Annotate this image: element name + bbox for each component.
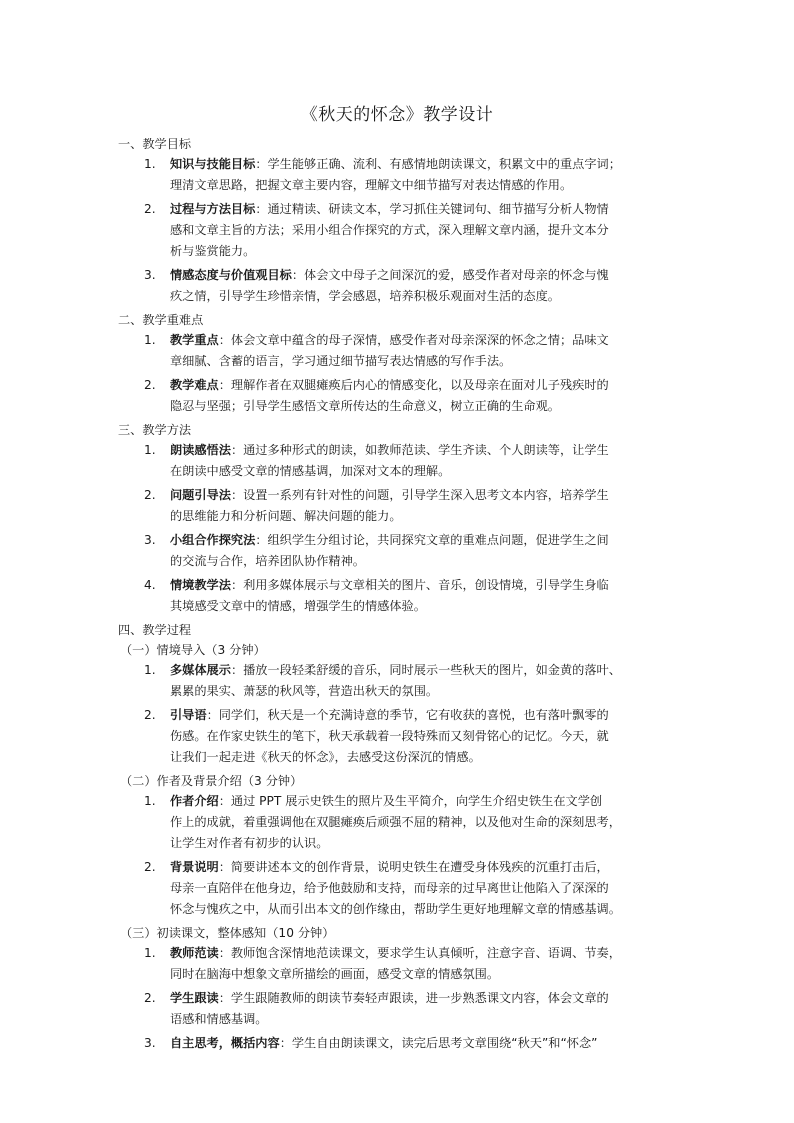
list-item-label: 情感态度与价值观目标 [170,268,292,282]
list-item-text-line: 多媒体展示：播放一段轻柔舒缓的音乐，同时展示一些秋天的图片，如金黄的落叶、 [170,663,621,677]
list-item-label: 过程与方法目标 [170,202,256,216]
list-item-text-line: 怀念与愧疚之中，从而引出本文的创作缘由，帮助学生更好地理解文章的情感基调。 [170,902,621,916]
list-item-text-line: 的思维能力和分析问题、解决问题的能力。 [170,509,402,523]
list-item-text-line: 伤感。在作家史铁生的笔下，秋天承载着一段特殊而又刻骨铭心的记忆。今天，就 [170,729,609,743]
list-item-number: 2. [144,860,156,874]
list-item-text-line: 理清文章思路，把握文章主要内容，理解文中细节描写对表达情感的作用。 [170,178,573,192]
list-item [118,1033,688,1054]
document-body [118,134,688,1057]
list-item [118,530,688,572]
list-item-text-line: 章细腻、含蓄的语言，学习通过细节描写表达情感的写作手法。 [170,354,512,368]
list-item-number: 1. [144,946,156,960]
list-item-label: 引导语 [170,708,207,722]
list-item [118,660,688,702]
list-item-label: 学生跟读 [170,991,219,1005]
list-item-text-line: 累累的果实、萧瑟的秋风等，营造出秋天的氛围。 [170,684,439,698]
list-item-text-line: 疚之情，引导学生珍惜亲情，学会感恩，培养积极乐观面对生活的态度。 [170,289,560,303]
section-heading: 四、教学过程 [118,623,192,637]
list-item-number: 2. [144,991,156,1005]
list-item-text-line: 引导语：同学们，秋天是一个充满诗意的季节，它有收获的喜悦，也有落叶飘零的 [170,708,609,722]
list-item-text-line: 母亲一直陪伴在他身边，给予他鼓励和支持，而母亲的过早离世让他陷入了深深的 [170,881,609,895]
list-item-text-line: 教师范读：教师饱含深情地范读课文，要求学生认真倾听，注意字音、语调、节奏， [170,946,621,960]
list-item [118,943,688,985]
list-item-text-line: 知识与技能目标：学生能够正确、流利、有感情地朗读课文，积累文中的重点字词； [170,157,621,171]
list-item-number: 3. [144,268,156,282]
list-item-number: 2. [144,202,156,216]
list-item [118,791,688,854]
list-item-number: 1. [144,443,156,457]
section-heading: 一、教学目标 [118,137,192,151]
list-item-label: 情境教学法 [170,578,231,592]
list-item-text-line: 语感和情感基调。 [170,1012,268,1026]
list-item [118,330,688,372]
subsection-heading: （二）作者及背景介绍（3 分钟） [120,774,303,788]
list-item-label: 教学难点 [170,378,219,392]
list-item [118,485,688,527]
list-item-text-line: 过程与方法目标：通过精读、研读文本，学习抓住关键词句、细节描写分析人物情 [170,202,609,216]
section-heading: 二、教学重难点 [118,313,204,327]
list-item-number: 3. [144,1036,156,1050]
list-item-text-line: 的交流与合作，培养团队协作精神。 [170,554,365,568]
list-item-number: 1. [144,333,156,347]
list-item-number: 2. [144,708,156,722]
list-item-text-line: 作上的成就，着重强调他在双腿瘫痪后顽强不屈的精神，以及他对生命的深刻思考， [170,815,621,829]
subsection-heading: （一）情境导入（3 分钟） [120,643,266,657]
list-item-number: 4. [144,578,156,592]
section-heading: 三、教学方法 [118,423,192,437]
list-item-number: 2. [144,488,156,502]
list-item-text-line: 情境教学法：利用多媒体展示与文章相关的图片、音乐，创设情境，引导学生身临 [170,578,609,592]
list-item [118,440,688,482]
list-item-text-line: 朗读感悟法：通过多种形式的朗读，如教师范读、学生齐读、个人朗读等，让学生 [170,443,609,457]
list-item-label: 问题引导法 [170,488,231,502]
list-item-text-line: 析与鉴赏能力。 [170,244,256,258]
list-item-text-line: 在朗读中感受文章的情感基调，加深对文本的理解。 [170,464,451,478]
list-item [118,199,688,262]
list-item-label: 朗读感悟法 [170,443,231,457]
list-item [118,375,688,417]
list-item-text-line: 感和文章主旨的方法；采用小组合作探究的方式，深入理解文章内涵，提升文本分 [170,223,609,237]
list-item-text-line: 隐忍与坚强；引导学生感悟文章所传达的生命意义，树立正确的生命观。 [170,399,560,413]
list-item-text-line: 其境感受文章中的情感，增强学生的情感体验。 [170,599,426,613]
list-item-text-line: 背景说明：简要讲述本文的创作背景，说明史铁生在遭受身体残疾的沉重打击后， [170,860,609,874]
list-item-text-line: 让我们一起走进《秋天的怀念》，去感受这份深沉的情感。 [170,750,481,764]
list-item-text-line: 小组合作探究法：组织学生分组讨论，共同探究文章的重难点问题，促进学生之间 [170,533,609,547]
subsection-heading: （三）初读课文，整体感知（10 分钟） [120,926,335,940]
list-item-label: 作者介绍 [170,794,219,808]
list-item-number: 2. [144,378,156,392]
list-item [118,857,688,920]
list-item-label: 自主思考，概括内容 [170,1036,280,1050]
list-item-text-line: 情感态度与价值观目标：体会文中母子之间深沉的爱，感受作者对母亲的怀念与愧 [170,268,609,282]
list-item-text-line: 作者介绍：通过 PPT 展示史铁生的照片及生平简介，向学生介绍史铁生在文学创 [170,794,603,808]
list-item [118,154,688,196]
list-item-number: 1. [144,794,156,808]
list-item-text-line: 教学难点：理解作者在双腿瘫痪后内心的情感变化，以及母亲在面对儿子残疾时的 [170,378,609,392]
list-item-label: 小组合作探究法 [170,533,256,547]
list-item-number: 3. [144,533,156,547]
list-item-text-line: 自主思考，概括内容：学生自由朗读课文，读完后思考文章围绕“秋天”和“怀念” [170,1036,598,1050]
list-item-number: 1. [144,663,156,677]
list-item-text-line: 问题引导法：设置一系列有针对性的问题，引导学生深入思考文本内容，培养学生 [170,488,609,502]
list-item-number: 1. [144,157,156,171]
list-item-text-line: 教学重点：体会文章中蕴含的母子深情，感受作者对母亲深深的怀念之情；品味文 [170,333,609,347]
list-item-text-line: 学生跟读：学生跟随教师的朗读节奏轻声跟读，进一步熟悉课文内容，体会文章的 [170,991,609,1005]
list-item-label: 背景说明 [170,860,219,874]
list-item [118,705,688,768]
list-item-label: 教学重点 [170,333,219,347]
list-item-label: 多媒体展示 [170,663,231,677]
list-item [118,265,688,307]
list-item-label: 教师范读 [170,946,219,960]
document-title: 《秋天的怀念》教学设计 [300,105,494,125]
list-item-text-line: 让学生对作者有初步的认识。 [170,836,329,850]
list-item [118,988,688,1030]
list-item-text-line: 同时在脑海中想象文章所描绘的画面，感受文章的情感氛围。 [170,967,500,981]
list-item [118,575,688,617]
list-item-label: 知识与技能目标 [170,157,256,171]
